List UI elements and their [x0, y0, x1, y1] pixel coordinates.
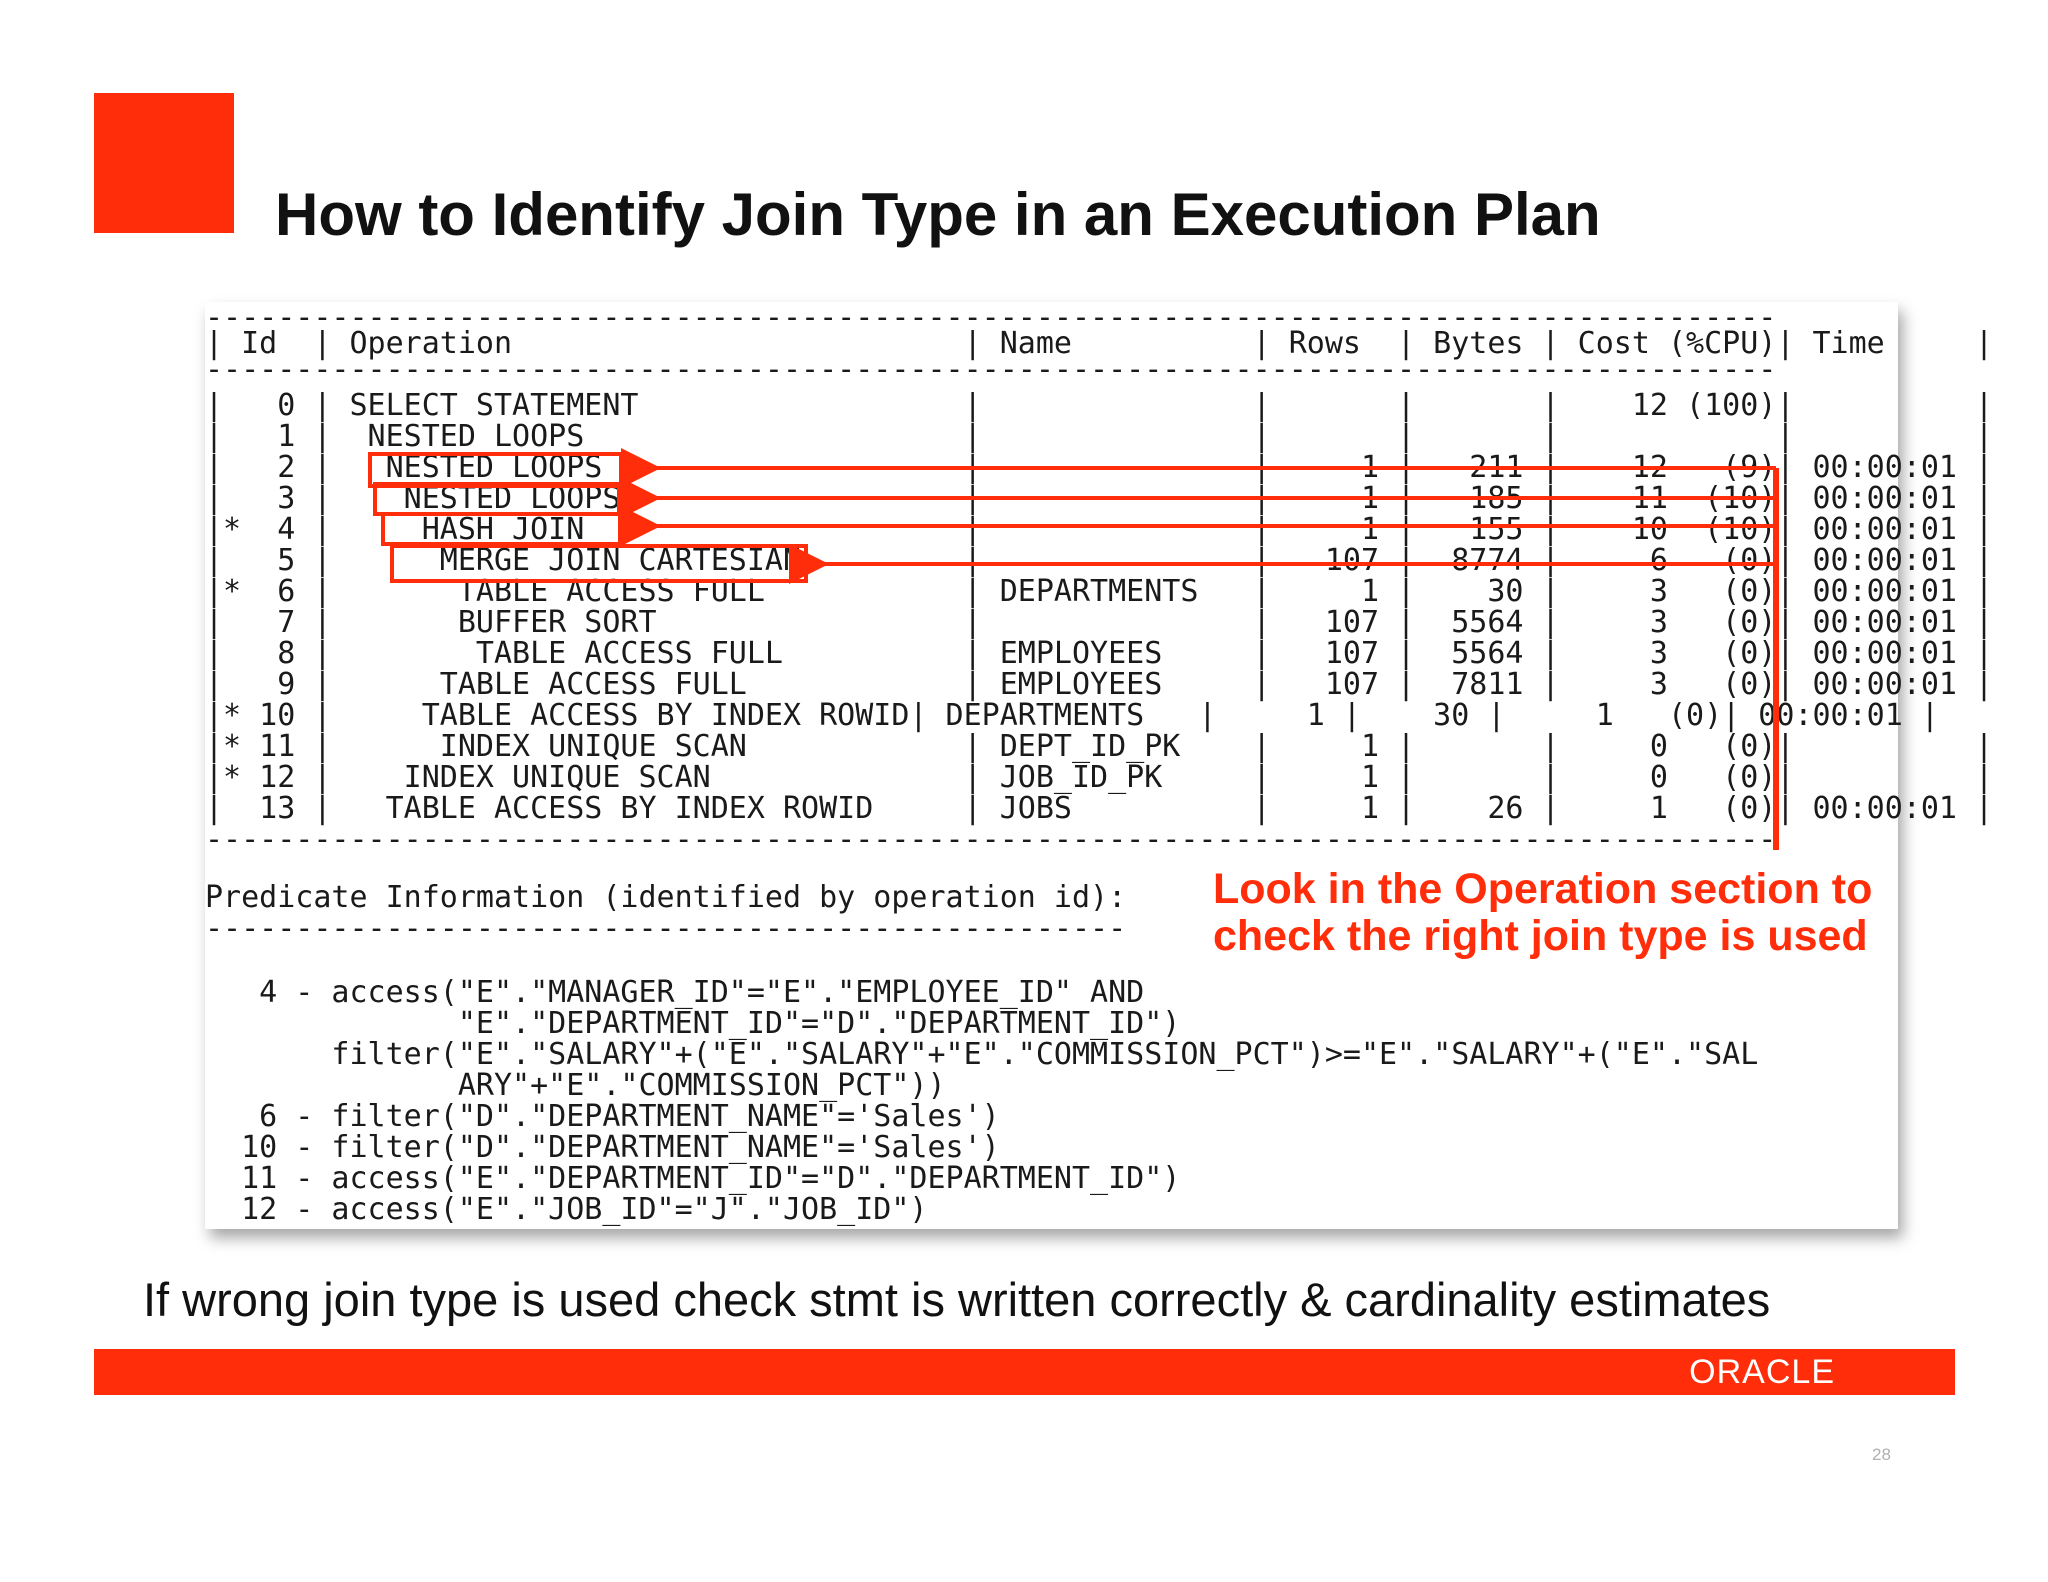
predicate-line: "E"."DEPARTMENT_ID"="D"."DEPARTMENT_ID"): [205, 1006, 1181, 1041]
plan-bottom-rule: ---------------------------------------------------------------------------------------: [205, 822, 1777, 857]
predicate-line: 6 - filter("D"."DEPARTMENT_NAME"='Sales'): [205, 1099, 1000, 1134]
callout-text: Look in the Operation section to check the right join type is used: [1213, 865, 1873, 960]
plan-row: | 13 | TABLE ACCESS BY INDEX ROWID | JOBS | 1 | 26 | 1 (0)| 00:00:01 |: [205, 791, 1994, 826]
plan-top-rule: ---------------------------------------------------------------------------------------: [205, 300, 1777, 335]
plan-row: |* 10 | TABLE ACCESS BY INDEX ROWID| DEPARTMENTS | 1 | 30 | 1 (0)| 00:00:01 |: [205, 698, 1939, 733]
footer-note: If wrong join type is used check stmt is written correctly & cardinality estimates: [143, 1273, 1771, 1326]
plan-row: | 1 | NESTED LOOPS | | | | | |: [205, 419, 1994, 454]
predicate-line: 10 - filter("D"."DEPARTMENT_NAME"='Sales'): [205, 1130, 1000, 1165]
plan-row: |* 4 | HASH JOIN | | 1 | 155 | 10 (10)| 00:00:01 |: [205, 512, 1994, 547]
plan-row: |* 11 | INDEX UNIQUE SCAN | DEPT_ID_PK | 1 | | 0 (0)| |: [205, 729, 1994, 764]
plan-row: |* 12 | INDEX UNIQUE SCAN | JOB_ID_PK | 1 | | 0 (0)| |: [205, 760, 1994, 795]
plan-row: | 9 | TABLE ACCESS FULL | EMPLOYEES | 107 | 7811 | 3 (0)| 00:00:01 |: [205, 667, 1994, 702]
page-number: 28: [1872, 1445, 1891, 1464]
plan-header-row: | Id | Operation | Name | Rows | Bytes | Cost (%CPU)| Time |: [205, 326, 1994, 361]
brand-red-square: [94, 93, 234, 233]
execution-plan-panel: [205, 300, 1994, 1229]
plan-row: | 2 | NESTED LOOPS | | 1 | 211 | 12 (9)| 00:00:01 |: [205, 450, 1994, 485]
oracle-logo: ORACLE: [1689, 1353, 1835, 1391]
plan-row: | 5 | MERGE JOIN CARTESIAN | | 107 | 8774 | 6 (0)| 00:00:01 |: [205, 543, 1994, 578]
predicate-line: 11 - access("E"."DEPARTMENT_ID"="D"."DEPARTMENT_ID"): [205, 1161, 1181, 1196]
plan-row: | 7 | BUFFER SORT | | 107 | 5564 | 3 (0)| 00:00:01 |: [205, 605, 1994, 640]
plan-row: | 8 | TABLE ACCESS FULL | EMPLOYEES | 107 | 5564 | 3 (0)| 00:00:01 |: [205, 636, 1994, 671]
brand-footer-bar: [94, 1349, 1955, 1395]
predicate-rule: ---------------------------------------------------: [205, 911, 1127, 946]
predicate-line: 4 - access("E"."MANAGER_ID"="E"."EMPLOYEE_ID" AND: [205, 975, 1145, 1010]
predicate-line: 12 - access("E"."JOB_ID"="J"."JOB_ID"): [205, 1192, 928, 1227]
predicate-title: Predicate Information (identified by operation id):: [205, 880, 1127, 915]
plan-header-rule: ---------------------------------------------------------------------------------------: [205, 352, 1777, 387]
plan-row: | 3 | NESTED LOOPS | | 1 | 185 | 11 (10)| 00:00:01 |: [205, 481, 1994, 516]
predicate-line: filter("E"."SALARY"+("E"."SALARY"+"E"."COMMISSION_PCT")>="E"."SALARY"+("E"."SAL: [205, 1037, 1759, 1072]
slide-title: How to Identify Join Type in an Execution Plan: [275, 181, 1601, 248]
plan-row: | 0 | SELECT STATEMENT | | | | 12 (100)| |: [205, 388, 1994, 423]
plan-row: |* 6 | TABLE ACCESS FULL | DEPARTMENTS | 1 | 30 | 3 (0)| 00:00:01 |: [205, 574, 1994, 609]
predicate-line: ARY"+"E"."COMMISSION_PCT")): [205, 1068, 946, 1103]
